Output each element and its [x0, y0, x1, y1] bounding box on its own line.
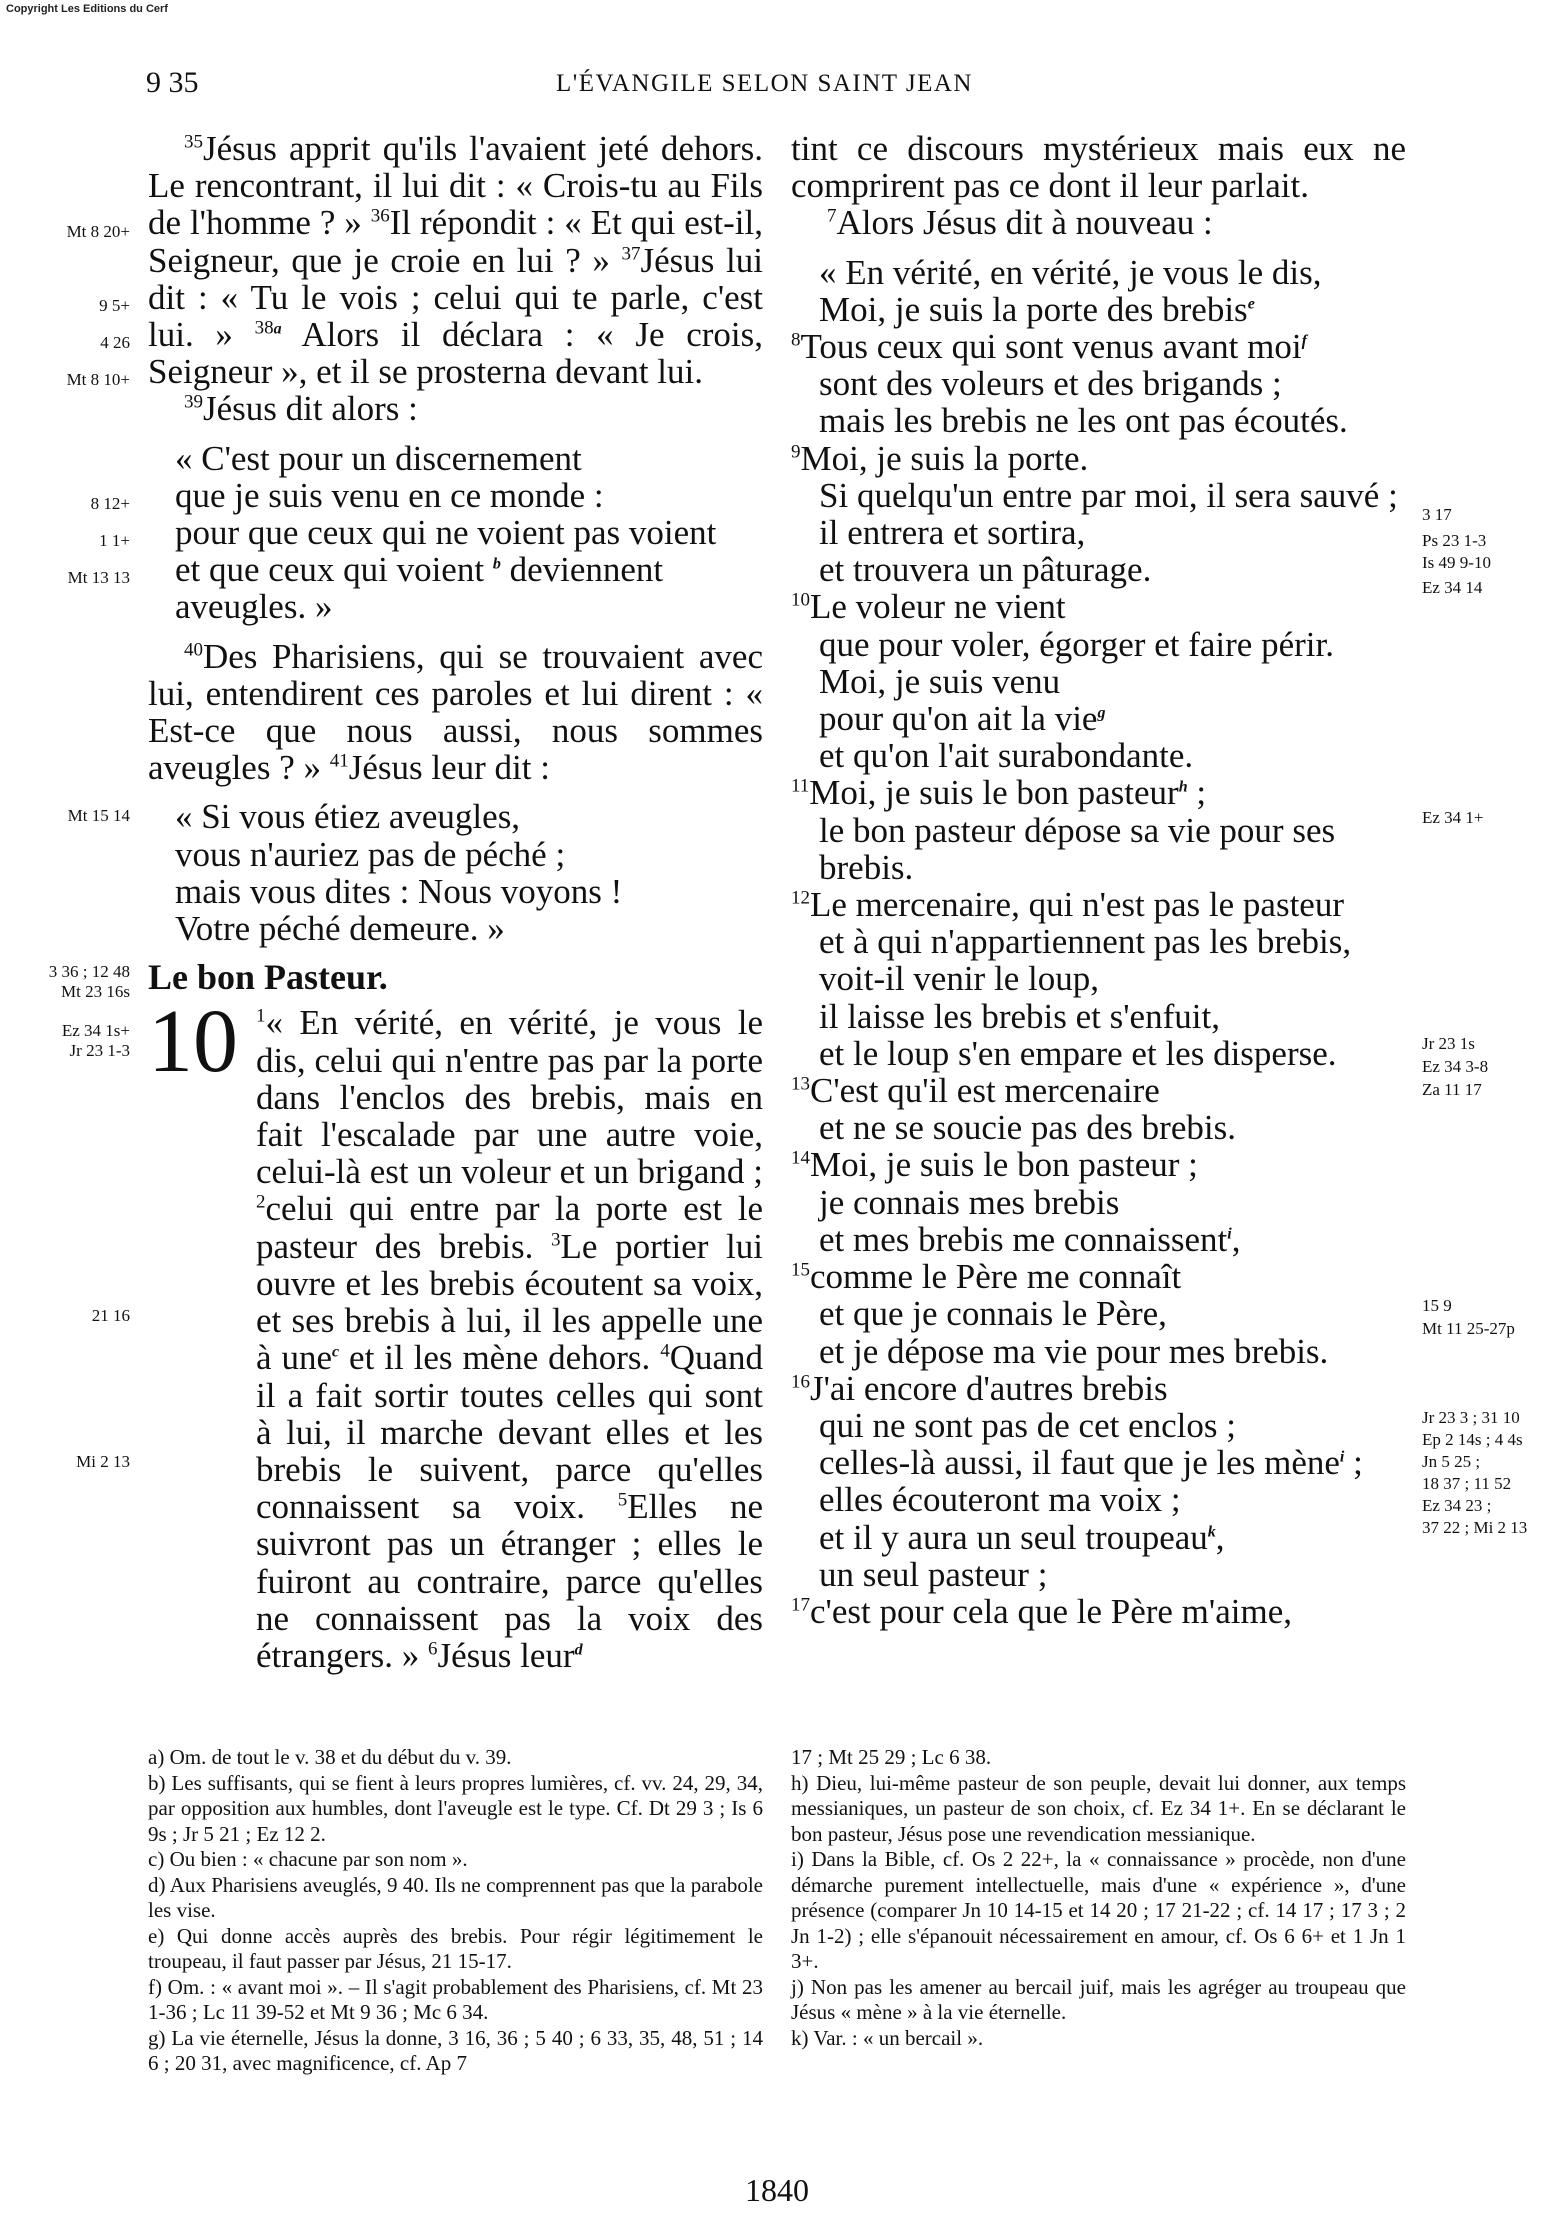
margin-ref-left: Mt 23 16s	[61, 982, 130, 1001]
margin-ref-left: Mt 8 10+	[66, 370, 130, 389]
footnotes-left	[148, 1745, 763, 2077]
margin-ref-left: Mt 15 14	[67, 806, 130, 825]
footnote: a) Om. de tout le v. 38 et du début du v. 39.	[148, 1745, 512, 1769]
footnote: f) Om. : « avant moi ». – Il s'agit probablement des Pharisiens, cf. Mt 23 1-36 ; Lc 11 39-52 et Mt 9 36 ; Mc 6 34.	[148, 1974, 763, 2024]
margin-ref-left: Ez 34 1s+	[61, 1021, 130, 1040]
footnote: d) Aux Pharisiens aveuglés, 9 40. Ils ne comprennent pas que la parabole les vise.	[148, 1872, 763, 1922]
margin-ref-left: Mt 8 20+	[66, 222, 130, 241]
margin-ref-right: Ep 2 14s ; 4 4s	[1422, 1430, 1523, 1449]
footnote: j) Non pas les amener au bercail juif, mais les agréger au troupeau que Jésus « mène » à la vie éternelle.	[791, 1974, 1406, 2024]
margin-ref-right: 15 9	[1422, 1296, 1452, 1315]
margin-ref-right: Jr 23 1s	[1422, 1034, 1475, 1053]
margin-ref-left: 21 16	[91, 1306, 130, 1325]
margin-ref-right: Za 11 17	[1422, 1080, 1482, 1099]
footnotes-right	[791, 1745, 1406, 2051]
copyright-notice: Copyright Les Editions du Cerf	[6, 3, 168, 15]
chapter-reference: 9 35	[146, 66, 199, 99]
paragraph-verses-40-41: $^{40}$Des Pharisiens, qui se trouvaient avec lui, entendirent ces paroles et lui dirent : « Est-ce que nous aussi, nous sommes aveugles ? » $^{41}$Jésus leur dit :	[148, 636, 763, 788]
margin-ref-left: Mi 2 13	[76, 1452, 130, 1471]
verse-39-intro: $^{39}$Jésus dit alors :	[184, 389, 418, 429]
margin-ref-left: Mt 13 13	[67, 568, 130, 587]
margin-ref-right: Is 49 9-10	[1422, 553, 1491, 572]
footnote: e) Qui donne accès auprès des brebis. Pour régir légitimement le troupeau, il faut passer par Jésus, 21 15-17.	[148, 1923, 763, 1973]
poem-discernement: « C'est pour un discernement que je suis venu en ce monde : pour que ceux qui ne voient pas voient et que ceux qui voient $^b$ deviennent aveugles. »	[175, 438, 717, 627]
margin-ref-right: Ez 34 14	[1422, 578, 1483, 597]
footnote: 17 ; Mt 25 29 ; Lc 6 38.	[791, 1745, 992, 1769]
margin-ref-right: Ez 34 1+	[1422, 808, 1484, 827]
section-title: Le bon Pasteur.	[148, 957, 388, 998]
paragraph-verse-6-end: tint ce discours mystérieux mais eux ne comprirent pas ce dont il leur parlait.	[791, 129, 1406, 206]
footnote: h) Dieu, lui-même pasteur de son peuple, devait lui donner, aux temps messianiques, un pasteur de son choix, cf. Ez 34 1+. En se déclarant le bon pasteur, Jésus pose une revendication messianique.	[791, 1770, 1406, 1846]
page-number: 1840	[745, 2172, 809, 2208]
margin-ref-right: 37 22 ; Mi 2 13	[1422, 1518, 1528, 1537]
poem-bon-pasteur: « En vérité, en vérité, je vous le dis, Moi, je suis la porte des brebis$^e$ $^8$Tous ceux qui sont venus avant moi$^f$ sont des voleurs et des brigands ; mais les brebis ne les ont pas écoutés. $^9$Moi, je suis la porte. Si quelqu'un entre par moi, il sera sauvé ; il entrera et sortira, et trouvera un pâturage. $^{10}$Le voleur ne vient que pour voler, égorger et faire périr. Moi, je suis venu pour qu'on ait la vie$^g$ et qu'on l'ait surabondante. $^{11}$Moi, je suis le bon pasteur$^h$ ; le bon pasteur dépose sa vie pour ses brebis. $^{12}$Le mercenaire, qui n'est pas le pasteur et à qui n'appartiennent pas les brebis, voit-il venir le loup, il laisse les brebis et s'enfuit, et le loup s'en empare et les disperse. $^{13}$C'est qu'il est mercenaire et ne se soucie pas des brebis. $^{14}$Moi, je suis le bon pasteur ; je connais mes brebis et mes brebis me connaissent$^i$, $^{15}$comme le Père me connaît et que je connais le Père, et je dépose ma vie pour mes brebis. $^{16}$J'ai encore d'autres brebis qui ne sont pas de cet enclos ; celles-là aussi, il faut que je les mène$^i$ ; elles écouteront ma voix ; et il y aura un seul troupeau$^k$, un seul pasteur ; $^{17}$c'est pour cela que le Père m'aime,	[791, 252, 1398, 1631]
footnote: c) Ou bien : « chacune par son nom ».	[148, 1847, 468, 1871]
footnote: k) Var. : « un bercail ».	[791, 2025, 984, 2050]
margin-ref-left: Jr 23 1-3	[69, 1041, 130, 1060]
margin-ref-right: Ps 23 1-3	[1422, 531, 1487, 550]
margin-ref-right: Jn 5 25 ;	[1422, 1452, 1481, 1471]
poem-aveugles: « Si vous étiez aveugles, vous n'auriez pas de péché ; mais vous dites : Nous voyons ! Votre péché demeure. »	[175, 797, 623, 949]
chapter-10-text: $^1$« En vérité, en vérité, je vous le dis, celui qui n'entre pas par la porte dans l'enclos des brebis, mais en fait l'escalade par une autre voie, celui-là est un voleur et un brigand ; $^2$celui qui entre par la porte est le pasteur des brebis. $^3$Le portier lui ouvre et les brebis écoutent sa voix, et ses brebis à lui, il les appelle une à une$^c$ et il les mène dehors. $^4$Quand il a fait sortir toutes celles qui sont à lui, il marche devant elles et les brebis le suivent, parce qu'elles connaissent sa voix. $^5$Elles ne suivront pas un étranger ; elles le fuiront au contraire, parce qu'elles ne connaissent pas la voix des étrangers. » $^6$Jésus leur$^d$	[256, 1003, 764, 1675]
margin-ref-right: Ez 34 3-8	[1422, 1057, 1489, 1076]
page-header	[146, 66, 1406, 106]
chapter-number: 10	[148, 992, 238, 1092]
verse-7-intro: $^7$Alors Jésus dit à nouveau :	[827, 203, 1213, 243]
margin-ref-left: 8 12+	[90, 494, 130, 513]
margin-ref-left: 3 36 ; 12 48	[48, 962, 130, 981]
left-column	[148, 130, 763, 1674]
margin-ref-right: 3 17	[1422, 505, 1452, 524]
margin-ref-left: 4 26	[100, 333, 130, 352]
footnote: b) Les suffisants, qui se fient à leurs propres lumières, cf. vv. 24, 29, 34, par opposition aux humbles, dont l'aveugle est le type. Cf. Dt 29 3 ; Is 6 9s ; Jr 5 21 ; Ez 12 2.	[148, 1770, 763, 1846]
chapter-10-opening	[148, 992, 764, 1675]
footnote: i) Dans la Bible, cf. Os 2 22+, la « connaissance » procède, non d'une démarche purement intellectuelle, mais d'une « expérience », d'une présence (comparer Jn 10 14-15 et 14 20 ; 17 21-22 ; cf. 14 17 ; 17 3 ; 2 Jn 1-2) ; elle s'épanouit nécessairement en amour, cf. Os 6 6+ et 1 Jn 1 3+.	[791, 1847, 1406, 1973]
margin-ref-right: Ez 34 23 ;	[1422, 1496, 1492, 1515]
margin-ref-right: 18 37 ; 11 52	[1422, 1474, 1512, 1493]
footnote: g) La vie éternelle, Jésus la donne, 3 16, 36 ; 5 40 ; 6 33, 35, 48, 51 ; 14 6 ; 20 31, avec magnificence, cf. Ap 7	[148, 2025, 763, 2075]
paragraph-verses-35-38: $^{35}$Jésus apprit qu'ils l'avaient jeté dehors. Le rencontrant, il lui dit : « Crois-tu au Fils de l'homme ? » $^{36}$Il répondit : « Et qui est-il, Seigneur, que je croie en lui ? » $^{37}$Jésus lui dit : « Tu le vois ; celui qui te parle, c'est lui. » $^{38a}$ Alors il déclara : « Je crois, Seigneur », et il se prosterna devant lui.	[148, 129, 763, 392]
margin-ref-left: 1 1+	[99, 531, 130, 550]
margin-ref-right: Mt 11 25-27p	[1422, 1319, 1515, 1338]
running-title: L'ÉVANGILE SELON SAINT JEAN	[556, 70, 973, 97]
margin-ref-left: 9 5+	[99, 296, 130, 315]
margin-ref-right: Jr 23 3 ; 31 10	[1422, 1408, 1520, 1427]
right-column	[791, 130, 1406, 1630]
